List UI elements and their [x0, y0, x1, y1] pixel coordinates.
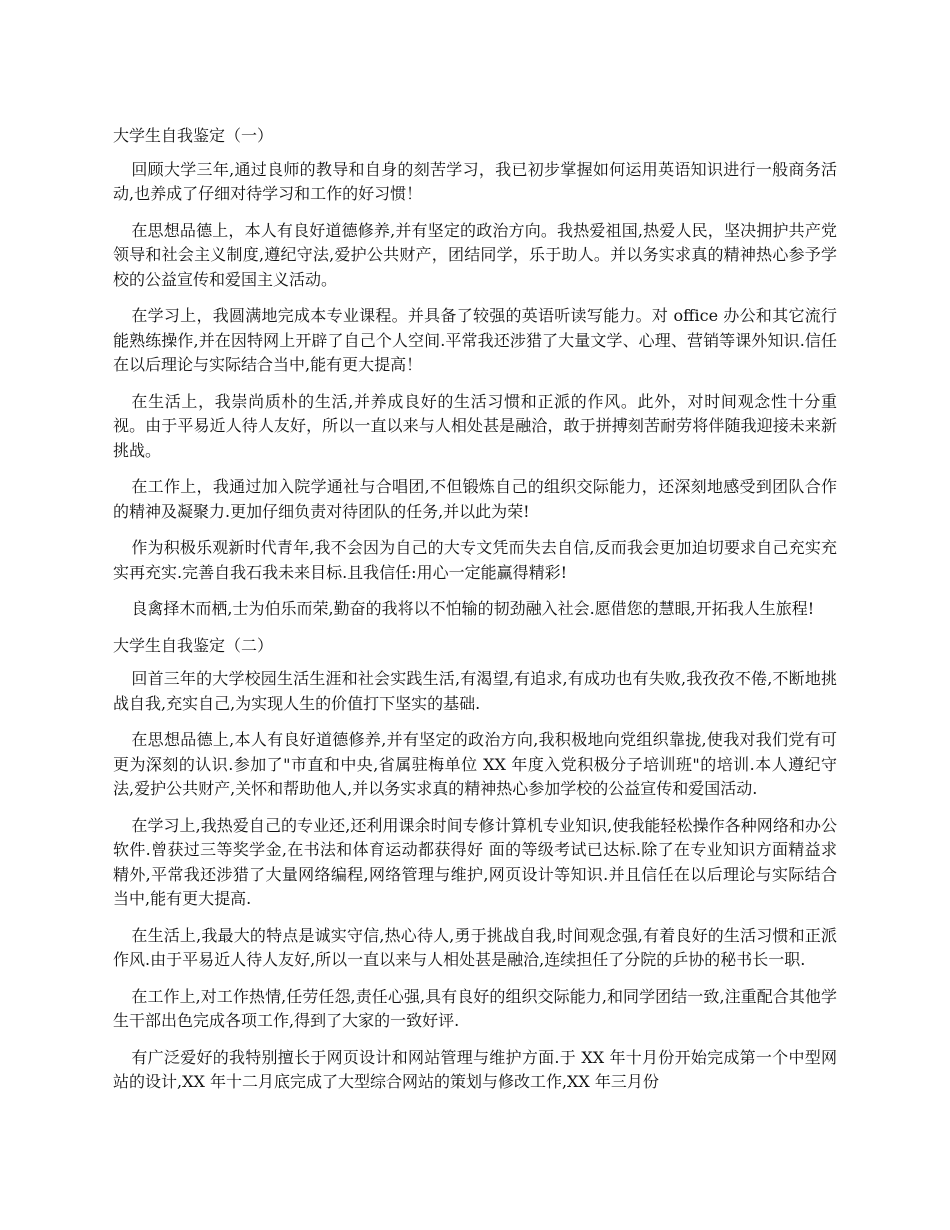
paragraph: 良禽择木而栖,士为伯乐而荣,勤奋的我将以不怕输的韧劲融入社会.愿借您的慧眼,开拓我人生旅程!: [131, 599, 815, 618]
paragraph: 在思想品德上，本人有良好道德修养,并有坚定的政治方向。我热爱祖国,热爱人民，坚决拥护共产党领导和社会主义制度,遵纪守法,爱护公共财产，团结同学，乐于助人。并以务实求真的精神热心参予学校的公益宣传和爱国主义活动。: [113, 220, 837, 289]
section-title-2: 大学生自我鉴定（二）: [113, 635, 274, 655]
paragraph: 在学习上，我圆满地完成本专业课程。并具备了较强的英语听读写能力。对 office 办公和其它流行能熟练操作,并在因特网上开辟了自己个人空间.平常我还涉猎了大量文学、心理、营销等课外知识.信任在以后理论与实际结合当中,能有更大提高！: [113, 306, 837, 374]
paragraph: 在思想品德上,本人有良好道德修养,并有坚定的政治方向,我积极地向党组织靠拢,使我对我们党有可更为深刻的认识.参加了"市直和中央,省属驻梅单位 XX 年度入党积极分子培训班"的培训.本人遵纪守法,爱护公共财产,关怀和帮助他人,并以务实求真的精神热心参加学校的公益宣传和爱国活动.: [113, 730, 837, 798]
paragraph: 作为积极乐观新时代青年,我不会因为自己的大专文凭而失去自信,反而我会更加迫切要求自己充实充实再充实.完善自我石我未来目标.且我信任:用心一定能赢得精彩!: [113, 538, 837, 582]
paragraph: 在生活上,我最大的特点是诚实守信,热心待人,勇于挑战自我,时间观念强,有着良好的生活习惯和正派作风.由于平易近人待人友好,所以一直以来与人相处甚是融洽,连续担任了分院的乒协的秘书长一职.: [113, 925, 837, 969]
paragraph: 回顾大学三年,通过良师的教导和自身的刻苦学习，我已初步掌握如何运用英语知识进行一般商务活动,也养成了仔细对待学习和工作的好习惯！: [113, 159, 837, 203]
paragraph: 在生活上，我崇尚质朴的生活,并养成良好的生活习惯和正派的作风。此外，对时间观念性十分重视。由于平易近人待人友好，所以一直以来与人相处甚是融洽，敢于拼搏刻苦耐劳将伴随我迎接未来新挑战。: [113, 391, 837, 460]
paragraph: 在学习上,我热爱自己的专业还,还利用课余时间专修计算机专业知识,使我能轻松操作各种网络和办公软件.曾获过三等奖学金,在书法和体育运动都获得好 面的等级考试已达标.除了在专业知识方面精益求精外,平常我还涉猎了大量网络编程,网络管理与维护,网页设计等知识.并且信任在以后理论与实际结合当中,能有更大提高.: [113, 815, 837, 908]
paragraph: 在工作上,对工作热情,任劳任怨,责任心强,具有良好的组织交际能力,和同学团结一致,注重配合其他学生干部出色完成各项工作,得到了大家的一致好评.: [113, 986, 837, 1030]
document-body: [113, 124, 837, 1107]
paragraph: 在工作上，我通过加入院学通社与合唱团,不但锻炼自己的组织交际能力，还深刻地感受到团队合作的精神及凝聚力.更加仔细负责对待团队的任务,并以此为荣!: [113, 477, 837, 521]
paragraph: 回首三年的大学校园生活生涯和社会实践生活,有渴望,有追求,有成功也有失败,我孜孜不倦,不断地挑战自我,充实自己,为实现人生的价值打下坚实的基础.: [113, 669, 837, 713]
section-title-1: 大学生自我鉴定（一）: [113, 126, 274, 145]
paragraph: 有广泛爱好的我特别擅长于网页设计和网站管理与维护方面.于 XX 年十月份开始完成第一个中型网站的设计,XX 年十二月底完成了大型综合网站的策划与修改工作,XX 年三月份: [113, 1047, 837, 1091]
